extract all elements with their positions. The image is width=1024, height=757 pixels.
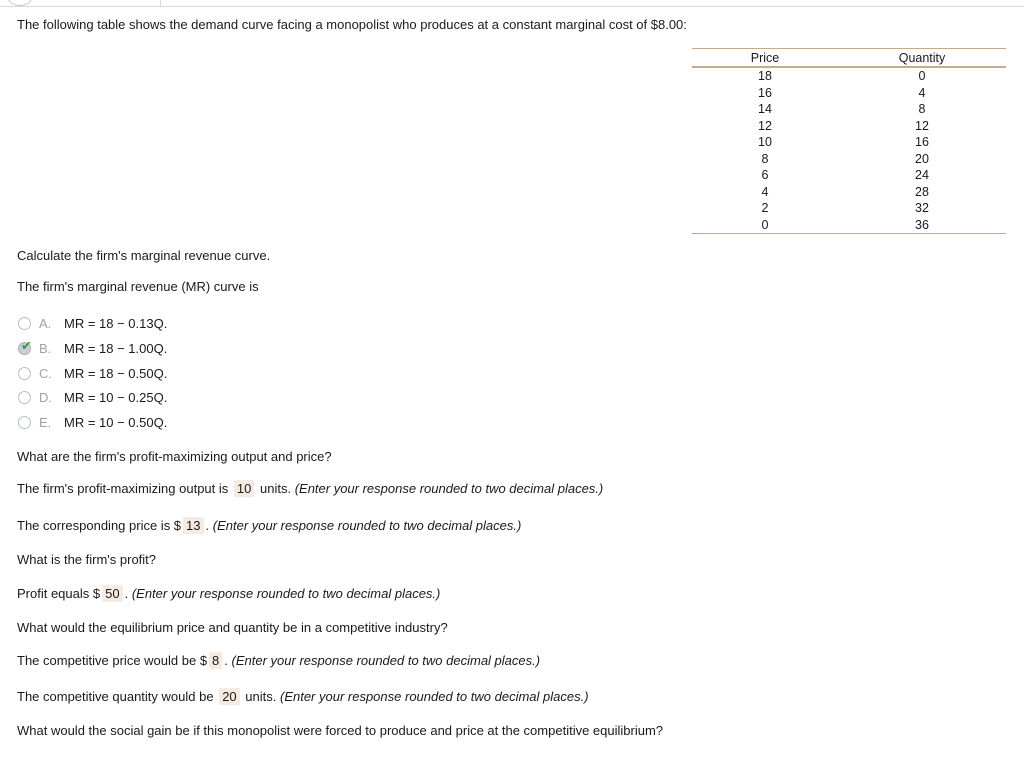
output-pre-text: The firm's profit-maximizing output is [17,481,229,496]
price-cell: 12 [758,118,772,133]
price-answer-field[interactable]: 13 [183,517,203,534]
table-row [692,184,1006,201]
quantity-cell: 4 [918,85,926,100]
option-e-radio[interactable] [18,416,31,429]
rounding-hint: (Enter your response rounded to two decimal places.) [131,586,441,601]
option-b-letter: B. [39,340,52,356]
option-d-text: MR = 10 − 0.25Q. [64,389,168,405]
price-cell: 8 [761,151,769,166]
option-c[interactable] [18,365,167,381]
competitive-qty-answer-field[interactable]: 20 [219,688,239,705]
price-cell: 2 [761,201,769,215]
table-row [692,134,1006,151]
quantity-cell: 8 [918,102,926,116]
quantity-cell: 20 [915,151,929,166]
option-b[interactable] [18,337,168,356]
option-a-text: MR = 18 − 0.13Q. [64,315,168,331]
quantity-cell: 32 [915,201,929,215]
option-e-text: MR = 10 − 0.50Q. [64,414,168,430]
output-price-prompt: What are the firm's profit-maximizing output and price? [17,449,332,464]
profit-post-text: . [124,586,129,601]
table-row [692,167,1006,184]
quantity-cell: 16 [915,135,929,149]
table-row [692,85,1006,102]
rounding-hint: (Enter your response rounded to two decimal places.) [212,518,522,533]
social-gain-prompt: What would the social gain be if this monopolist were forced to produce and price at the competitive equilibrium? [17,723,664,738]
column-header-quantity: Quantity [838,49,1006,68]
price-pre-text: The corresponding price is $ [17,518,182,533]
option-c-letter: C. [39,365,52,381]
price-cell: 10 [758,135,772,149]
competitive-prompt: What would the equilibrium price and quantity be in a competitive industry? [17,620,448,635]
output-line [17,480,603,497]
profit-prompt: What is the firm's profit? [17,552,157,567]
price-line [17,517,521,534]
mr-question-prompt: Calculate the firm's marginal revenue curve. [17,248,271,263]
competitive-price-answer-field[interactable]: 8 [209,652,222,669]
competitive-qty-pre-text: The competitive quantity would be [17,689,214,704]
rounding-hint: (Enter your response rounded to two decimal places.) [279,689,589,704]
table-row [692,118,1006,135]
question-intro: The following table shows the demand curve facing a monopolist who produces at a constant marginal cost of $8.00: [17,17,687,32]
competitive-quantity-line [17,688,589,705]
option-a-radio[interactable] [18,317,31,330]
output-post-text: units. [259,481,292,496]
option-d-radio[interactable] [18,391,31,404]
profit-line [17,585,440,602]
option-b-radio[interactable] [18,337,32,355]
table-header-row [692,49,1006,68]
option-d[interactable] [18,389,167,405]
price-cell: 6 [761,168,769,182]
price-cell: 18 [758,69,772,83]
checkmark-icon: ✔ [21,337,32,353]
quantity-cell: 28 [915,184,929,199]
top-divider [0,6,1024,7]
profit-pre-text: Profit equals $ [17,586,101,601]
option-e[interactable] [18,414,167,430]
competitive-qty-post-text: units. [245,689,277,704]
price-cell: 0 [692,217,838,234]
rounding-hint: (Enter your response rounded to two decimal places.) [294,481,604,496]
demand-table [692,48,1006,234]
competitive-price-line [17,652,540,669]
competitive-price-pre-text: The competitive price would be $ [17,653,208,668]
quantity-cell: 12 [915,118,929,133]
table-row [692,67,1006,85]
rounding-hint: (Enter your response rounded to two decimal places.) [231,653,541,668]
option-e-letter: E. [39,414,52,430]
table-row [692,151,1006,168]
column-header-price: Price [692,49,838,68]
table-row [692,217,1006,234]
competitive-price-post-text: . [224,653,228,668]
option-c-radio[interactable] [18,367,31,380]
option-d-letter: D. [39,389,52,405]
table-row [692,101,1006,118]
option-b-text: MR = 18 − 1.00Q. [64,340,168,356]
price-post-text: . [205,518,210,533]
profit-answer-field[interactable]: 50 [102,585,122,602]
price-cell: 4 [761,184,769,199]
option-c-text: MR = 18 − 0.50Q. [64,365,168,381]
option-a-letter: A. [39,315,52,331]
mr-question-stem: The firm's marginal revenue (MR) curve is [17,279,259,294]
quantity-cell: 36 [838,217,1006,234]
table-row [692,200,1006,217]
option-a[interactable] [18,315,167,331]
top-separator [160,0,161,6]
price-cell: 14 [758,102,772,116]
output-answer-field[interactable]: 10 [234,480,254,497]
quantity-cell: 0 [918,69,926,83]
price-cell: 16 [758,85,772,100]
quantity-cell: 24 [915,168,929,182]
